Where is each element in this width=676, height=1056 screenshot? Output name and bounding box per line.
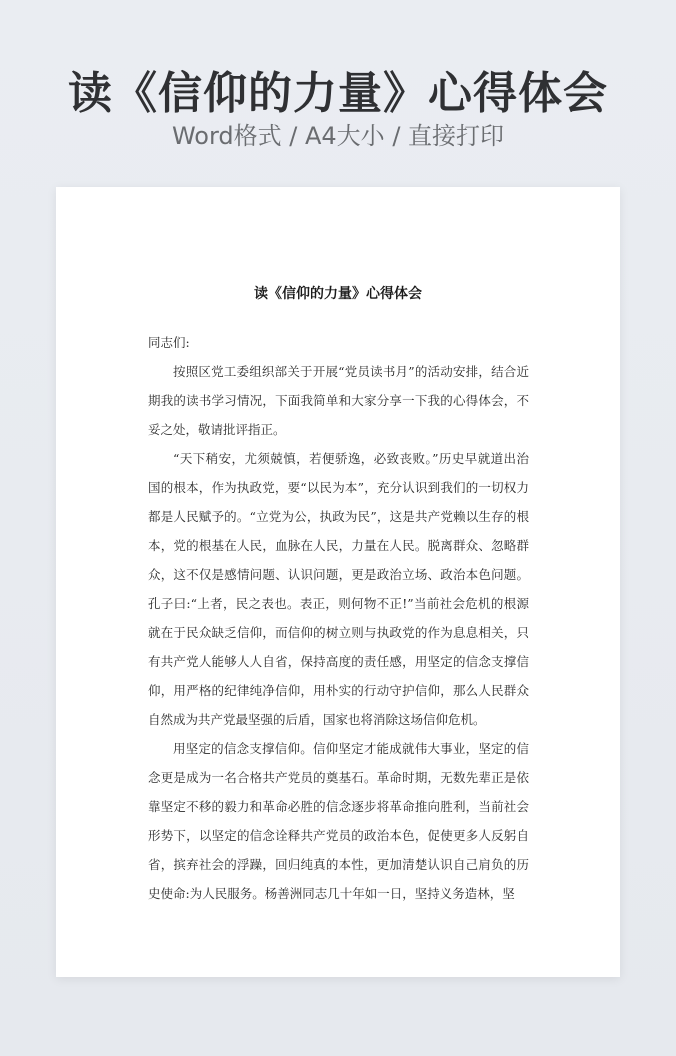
banner-title: 读《信仰的力量》心得体会 [68,68,608,119]
document-paragraph: “天下稍安，尤须兢慎，若便骄逸，必致丧败。”历史早就道出治国的根本，作为执政党，要“以民为本”，充分认识到我们的一切权力都是人民赋予的。“立党为公，执政为民”，这是共产党赖以生存的根本，党的根基在人民，血脉在人民，力量在人民。脱离群众、忽略群众，这不仅是感情问题、认识问题，更是政治立场、政治本色问题。孔子曰:“上者，民之表也。表正，则何物不正!”当前社会危机的根源就在于民众缺乏信仰，而信仰的树立则与执政党的作为息息相关，只有共产党人能够人人自省，保持高度的责任感，用坚定的信念支撑信仰，用严格的纪律纯净信仰，用朴实的行动守护信仰，那么人民群众自然成为共产党最坚强的后盾，国家也将消除这场信仰危机。 [148,451,529,727]
banner-subtitle: Word格式 / A4大小 / 直接打印 [171,122,505,150]
document-paragraph: 按照区党工委组织部关于开展“党员读书月”的活动安排，结合近期我的读书学习情况，下面我简单和大家分享一下我的心得体会，不妥之处，敬请批评指正。 [148,364,529,437]
document-page [56,187,620,977]
document-body [148,328,529,908]
document-salutation: 同志们: [148,335,190,350]
document-title: 读《信仰的力量》心得体会 [254,286,422,302]
document-paragraph: 用坚定的信念支撑信仰。信仰坚定才能成就伟大事业，坚定的信念更是成为一名合格共产党员的奠基石。革命时期，无数先辈正是依靠坚定不移的毅力和革命必胜的信念逐步将革命推向胜利，当前社会形势下，以坚定的信念诠释共产党员的政治本色，促使更多人反躬自省，摈弃社会的浮躁，回归纯真的本性，更加清楚认识自己肩负的历史使命:为人民服务。杨善洲同志几十年如一日，坚持义务造林，坚 [148,741,529,901]
